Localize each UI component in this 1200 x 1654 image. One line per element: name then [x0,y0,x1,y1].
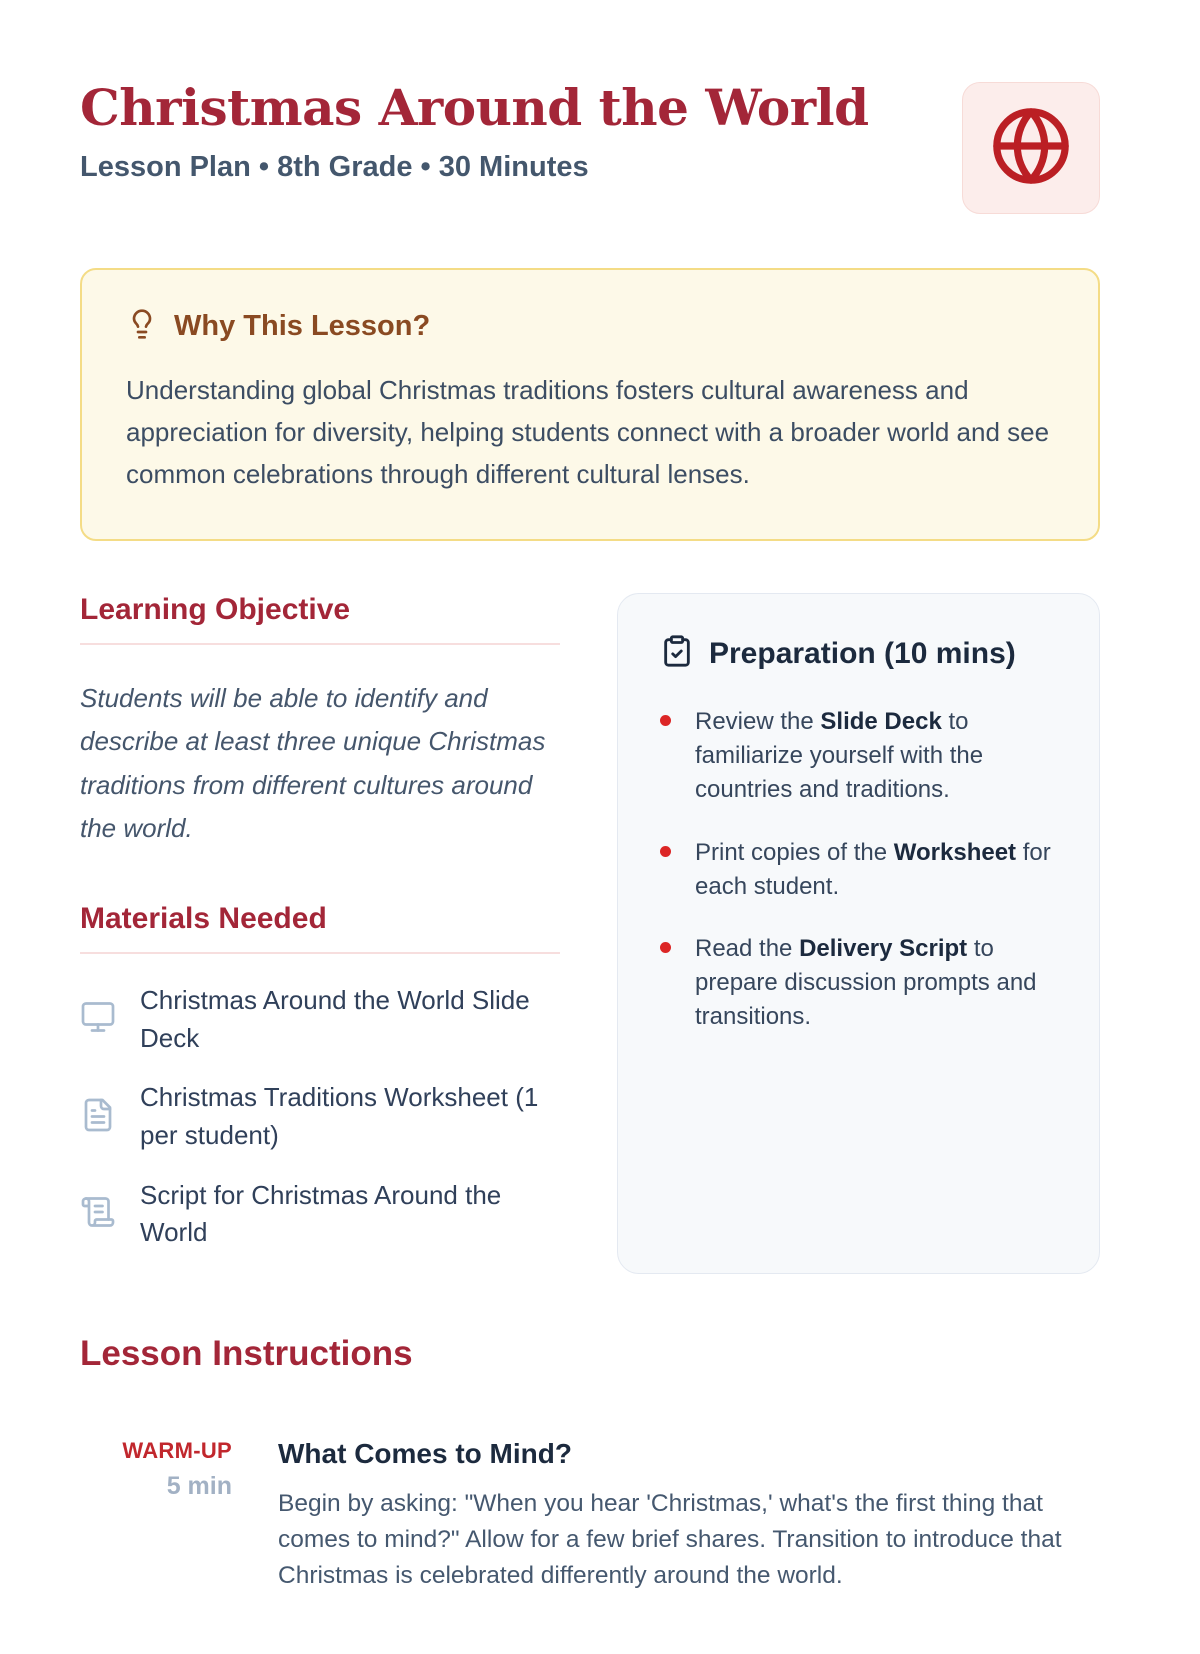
monitor-icon [80,999,116,1040]
step-label [80,1438,232,1594]
left-column [80,593,560,1274]
header [80,80,1100,214]
step-duration: 5 min [166,1472,232,1501]
clipboard-check-icon [660,634,694,673]
list-item [80,1177,560,1252]
materials-title: Materials Needed [80,902,560,954]
bullet-dot [660,846,671,857]
learning-objective-section [80,593,560,850]
header-text [80,80,869,184]
preparation-bullet: Read the Delivery Script to prepare discussion prompts and transitions. [695,934,1037,1030]
list-item [660,932,1059,1034]
learning-objective-text: Students will be able to identify and describe at least three unique Christmas traditions from different cultures around the world. [80,683,546,843]
materials-section [80,902,560,1252]
list-item [80,1079,560,1154]
list-item [80,982,560,1057]
preparation-list [660,705,1059,1034]
material-item-label: Script for Christmas Around the World [140,1179,502,1248]
why-box-body: Understanding global Christmas traditions fosters cultural awareness and appreciation for diversity, helping students connect with a broader world and see common celebrations through different cultural lenses. [126,375,1050,490]
page-subtitle: Lesson Plan • 8th Grade • 30 Minutes [80,151,589,183]
two-column-area [80,593,1100,1274]
list-item [660,705,1059,807]
bullet-dot [660,942,671,953]
why-box-header [126,308,1054,345]
material-item-label: Christmas Around the World Slide Deck [140,984,530,1053]
page-title: Christmas Around the World [80,78,869,137]
step-phase-badge: WARM-UP [122,1438,232,1464]
why-this-lesson-box [80,268,1100,541]
globe-tile [962,82,1100,214]
preparation-card [617,593,1100,1274]
preparation-title: Preparation (10 mins) [709,636,1016,670]
bullet-dot [660,715,671,726]
preparation-bullet: Review the Slide Deck to familiarize yourself with the countries and traditions. [695,708,984,804]
learning-objective-title: Learning Objective [80,593,560,645]
why-box-title: Why This Lesson? [174,310,431,342]
lesson-instructions-title: Lesson Instructions [80,1334,413,1374]
preparation-header [660,634,1059,673]
step-heading: What Comes to Mind? [278,1438,572,1470]
document-icon [80,1097,116,1138]
scroll-icon [80,1194,116,1235]
step-content [278,1438,1100,1594]
materials-list [80,982,560,1252]
list-item [660,836,1059,904]
step-body: Begin by asking: "When you hear 'Christmas,' what's the first thing that comes to mind?" Allow for a few brief shares. Transition to introduce that Christmas is celebrated differently around the world. [278,1490,1062,1590]
preparation-bullet: Print copies of the Worksheet for each student. [695,838,1051,900]
globe-icon [990,105,1072,192]
lightbulb-icon [126,308,158,345]
lesson-step-warmup [80,1438,1100,1594]
material-item-label: Christmas Traditions Worksheet (1 per student) [140,1082,539,1151]
